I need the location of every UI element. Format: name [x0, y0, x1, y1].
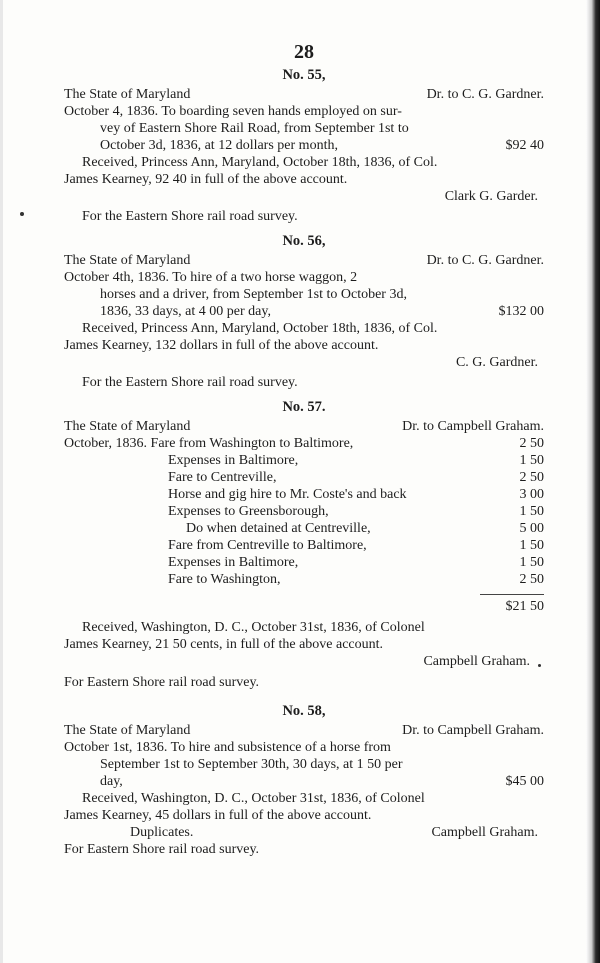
receipt-line: James Kearney, 132 dollars in full of the above account.	[64, 338, 379, 353]
entry-line: September 1st to September 30th, 30 days, at 1 50 per	[100, 757, 403, 772]
expense-amount: 5 00	[519, 521, 544, 536]
receipt-line: James Kearney, 92 40 in full of the above account.	[64, 172, 348, 187]
entry-line: 1836, 33 days, at 4 00 per day,	[100, 304, 271, 319]
entry-amount: $45 00	[505, 774, 544, 789]
survey-footer: For the Eastern Shore rail road survey.	[82, 375, 298, 390]
expense-row	[64, 469, 544, 486]
expense-row	[64, 452, 544, 469]
debtor-label: The State of Maryland	[64, 87, 191, 102]
entry-line: October 3d, 1836, at 12 dollars per month,	[100, 138, 338, 153]
expense-description: Expenses in Baltimore,	[168, 555, 299, 570]
receipt-line: Received, Washington, D. C., October 31st, 1836, of Colonel	[82, 791, 425, 806]
receipt-line: Received, Princess Ann, Maryland, October 18th, 1836, of Col.	[82, 321, 438, 336]
page-content	[64, 41, 544, 858]
voucher-entry	[64, 399, 544, 691]
creditor-label: Dr. to Campbell Graham.	[402, 419, 544, 434]
expense-amount: 2 50	[519, 470, 544, 485]
voucher-entry	[64, 67, 544, 225]
voucher-header	[64, 418, 544, 435]
entry-line: day,	[100, 774, 123, 789]
signature-row	[64, 824, 544, 841]
survey-footer: For Eastern Shore rail road survey.	[64, 675, 260, 690]
expense-amount: 1 50	[519, 538, 544, 553]
ink-speck	[20, 212, 24, 216]
expense-description: Horse and gig hire to Mr. Coste's and back	[168, 487, 407, 502]
expense-row	[64, 486, 544, 503]
expense-row	[64, 435, 544, 452]
creditor-label: Dr. to C. G. Gardner.	[426, 87, 544, 102]
entry-line: vey of Eastern Shore Rail Road, from September 1st to	[100, 121, 409, 136]
expense-row	[64, 503, 544, 520]
expense-description: October, 1836. Fare from Washington to Baltimore,	[64, 436, 354, 451]
expense-description: Fare to Washington,	[168, 572, 281, 587]
expense-description: Expenses to Greensborough,	[168, 504, 329, 519]
voucher-number: No. 58,	[282, 703, 326, 719]
receipt-line: James Kearney, 21 50 cents, in full of the above account.	[64, 637, 384, 652]
expense-row	[64, 571, 544, 588]
entry-amount-row	[64, 303, 544, 320]
entry-amount-row	[64, 773, 544, 790]
page-left-edge	[0, 0, 3, 963]
signature: C. G. Gardner.	[455, 355, 538, 370]
debtor-label: The State of Maryland	[64, 253, 191, 268]
signature: Clark G. Garder.	[444, 189, 538, 204]
voucher-entry	[64, 703, 544, 858]
expense-description: Expenses in Baltimore,	[168, 453, 299, 468]
expense-amount: 1 50	[519, 555, 544, 570]
expense-row	[64, 520, 544, 537]
receipt-line: Received, Washington, D. C., October 31st, 1836, of Colonel	[82, 620, 425, 635]
expense-row	[64, 537, 544, 554]
signature: Campbell Graham.	[431, 825, 538, 840]
survey-footer: For the Eastern Shore rail road survey.	[82, 209, 298, 224]
expense-description: Fare from Centreville to Baltimore,	[168, 538, 367, 553]
entry-line: horses and a driver, from September 1st to October 3d,	[100, 287, 407, 302]
survey-footer: For Eastern Shore rail road survey.	[64, 842, 260, 857]
creditor-label: Dr. to C. G. Gardner.	[426, 253, 544, 268]
entry-amount-row	[64, 137, 544, 154]
entry-total: $21 50	[505, 599, 544, 614]
expense-amount: 2 50	[519, 436, 544, 451]
duplicates-note: Duplicates.	[130, 825, 194, 840]
debtor-label: The State of Maryland	[64, 723, 191, 738]
voucher-header	[64, 252, 544, 269]
entry-line: October 1st, 1836. To hire and subsistence of a horse from	[64, 740, 391, 755]
total-rule	[480, 594, 544, 595]
page-number: 28	[294, 41, 314, 63]
expense-amount: 1 50	[519, 453, 544, 468]
voucher-number: No. 55,	[282, 67, 326, 83]
expense-amount: 2 50	[519, 572, 544, 587]
expense-description: Fare to Centreville,	[168, 470, 277, 485]
debtor-label: The State of Maryland	[64, 419, 191, 434]
entry-line: October 4, 1836. To boarding seven hands employed on sur-	[64, 104, 402, 119]
entry-line: October 4th, 1836. To hire of a two horse waggon, 2	[64, 270, 358, 285]
expense-amount: 3 00	[519, 487, 544, 502]
receipt-line: Received, Princess Ann, Maryland, October 18th, 1836, of Col.	[82, 155, 438, 170]
entry-amount: $132 00	[498, 304, 544, 319]
voucher-entry	[64, 233, 544, 391]
entry-amount: $92 40	[505, 138, 544, 153]
signature: Campbell Graham.	[423, 654, 530, 669]
expense-row	[64, 554, 544, 571]
page-binding-edge	[586, 0, 600, 963]
receipt-line: James Kearney, 45 dollars in full of the above account.	[64, 808, 372, 823]
voucher-header	[64, 86, 544, 103]
expense-amount: 1 50	[519, 504, 544, 519]
expense-description: Do when detained at Centreville,	[186, 521, 371, 536]
voucher-number: No. 57.	[282, 399, 326, 415]
voucher-header	[64, 722, 544, 739]
creditor-label: Dr. to Campbell Graham.	[402, 723, 544, 738]
voucher-number: No. 56,	[282, 233, 326, 249]
